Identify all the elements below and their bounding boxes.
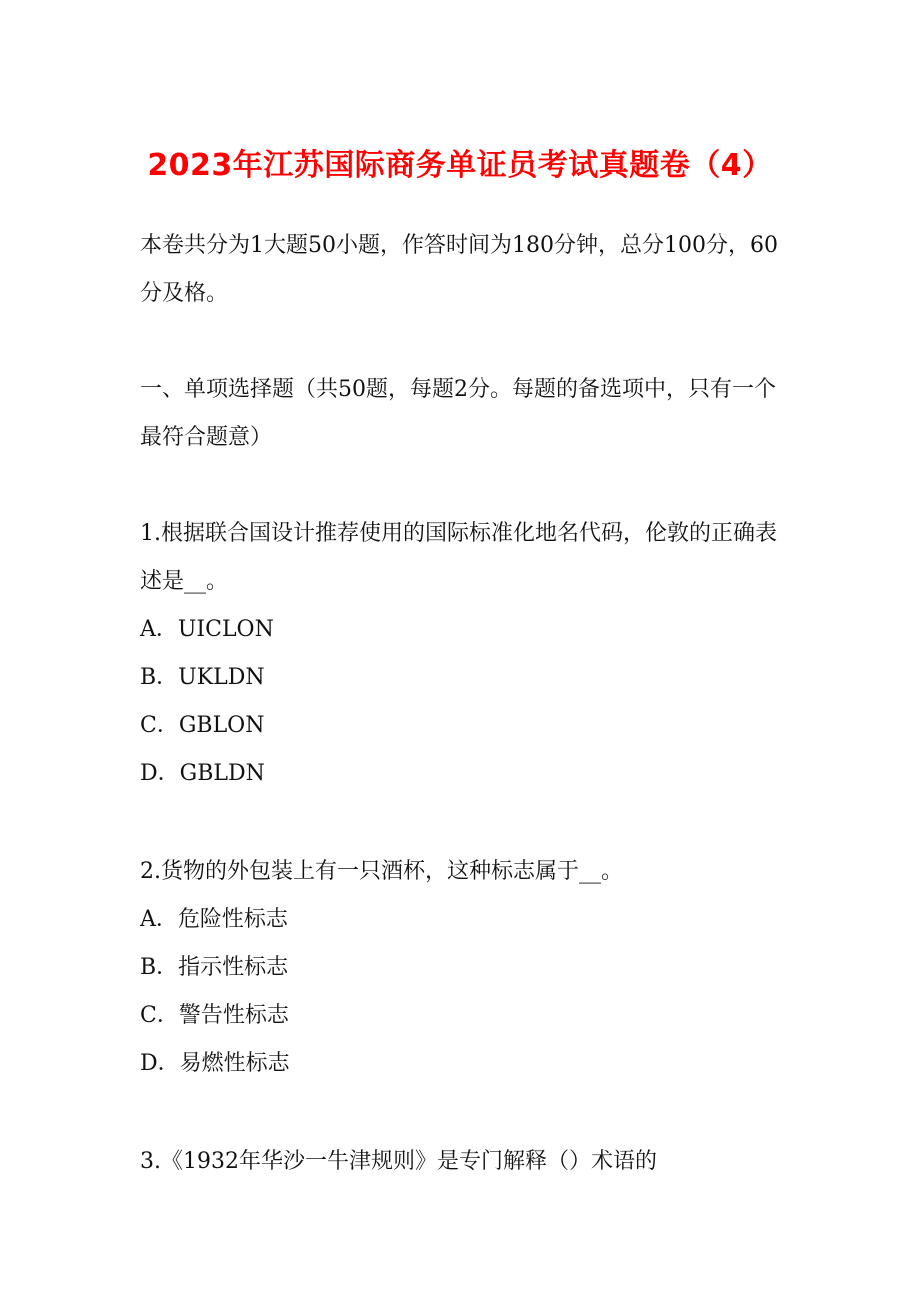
- question-2-option-c: C．警告性标志: [140, 1003, 289, 1028]
- document-title: 2023年江苏国际商务单证员考试真题卷（4）: [147, 148, 773, 183]
- question-2-option-b: B．指示性标志: [140, 955, 289, 980]
- question-1-option-c: C．GBLON: [140, 713, 265, 738]
- question-1-stem: 1.根据联合国设计推荐使用的国际标准化地名代码，伦敦的正确表述是__。: [140, 521, 777, 594]
- question-3-stem: 3.《1932年华沙一牛津规则》是专门解释（）术语的: [140, 1149, 657, 1174]
- exam-intro: 本卷共分为1大题50小题，作答时间为180分钟，总分100分，60分及格。: [140, 233, 778, 306]
- section-heading: 一、单项选择题（共50题，每题2分。每题的备选项中，只有一个最符合题意）: [140, 377, 776, 450]
- question-2-option-d: D．易燃性标志: [140, 1051, 290, 1076]
- question-1-option-a: A．UICLON: [140, 617, 274, 642]
- question-2-stem: 2.货物的外包装上有一只酒杯，这种标志属于__。: [140, 859, 623, 884]
- question-2-option-a: A．危险性标志: [140, 907, 288, 932]
- question-1-option-d: D．GBLDN: [140, 761, 265, 786]
- question-1-option-b: B．UKLDN: [140, 665, 265, 690]
